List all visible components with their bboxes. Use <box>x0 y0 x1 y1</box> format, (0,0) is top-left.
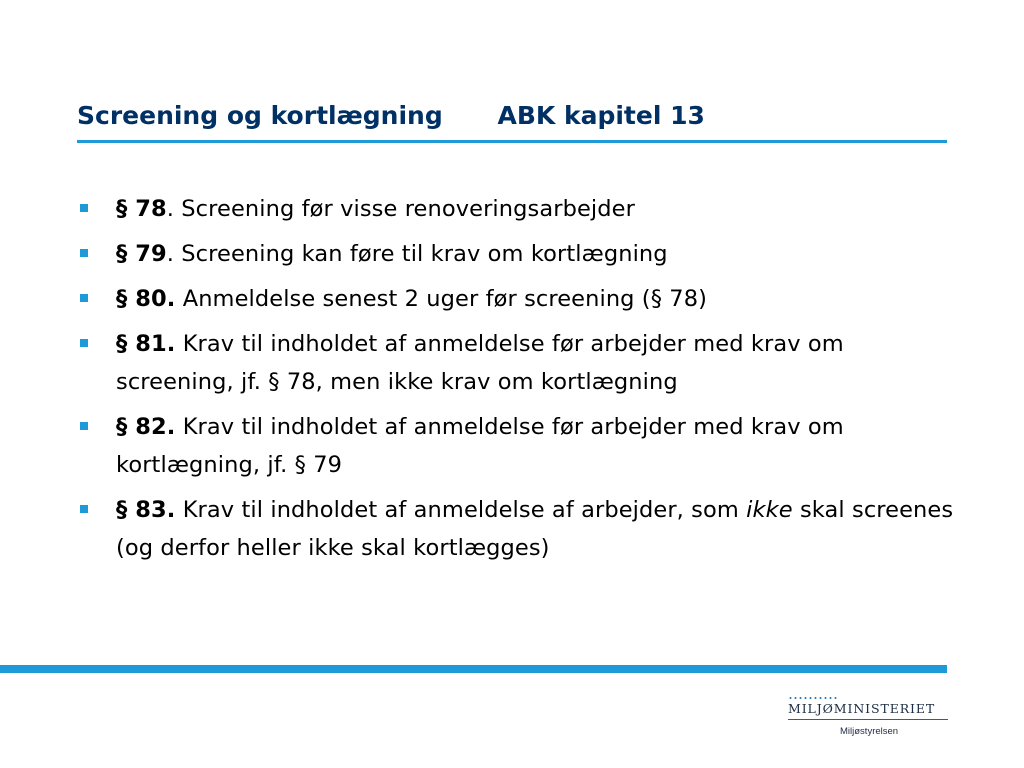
paragraph-ref: § 79 <box>116 241 167 267</box>
logo-agency-name: Miljøstyrelsen <box>840 726 899 737</box>
bullet-list <box>77 190 957 574</box>
bullet-text: Krav til indholdet af anmeldelse før arbejder med krav om kortlægning, jf. § 79 <box>116 414 844 478</box>
bullet-item <box>77 325 957 401</box>
footer-accent-bar <box>0 665 947 673</box>
bullet-text: . Screening kan føre til krav om kortlægning <box>166 241 668 267</box>
paragraph-ref: § 80. <box>116 286 176 312</box>
paragraph-ref: § 83. <box>116 497 176 523</box>
bullet-item <box>77 235 957 273</box>
paragraph-ref: § 78 <box>116 196 167 222</box>
slide-title-chapter: ABK kapitel 13 <box>497 101 705 130</box>
title-divider <box>77 140 947 143</box>
bullet-item <box>77 408 957 484</box>
bullet-text: Krav til indholdet af anmeldelse af arbejder, som <box>175 497 747 523</box>
logo-divider <box>788 719 948 720</box>
slide-title <box>77 98 705 134</box>
bullet-text: . Screening før visse renoveringsarbejder <box>166 196 635 222</box>
bullet-text: skal screenes (og derfor heller ikke skal kortlægges) <box>116 497 954 561</box>
logo-ministry-name: MILJØMINISTERIET <box>788 701 936 716</box>
square-bullet-icon <box>80 422 88 430</box>
slide-title-main: Screening og kortlægning <box>77 101 443 130</box>
bullet-item <box>77 280 957 318</box>
paragraph-ref: § 82. <box>116 414 176 440</box>
square-bullet-icon <box>80 204 88 212</box>
ministry-logo <box>788 697 950 741</box>
bullet-text: Krav til indholdet af anmeldelse før arbejder med krav om screening, jf. § 78, men ikke krav om kortlægning <box>116 331 844 395</box>
square-bullet-icon <box>80 339 88 347</box>
bullet-emphasis: ikke <box>746 497 793 523</box>
square-bullet-icon <box>80 505 88 513</box>
bullet-item <box>77 491 957 567</box>
logo-dots-icon <box>788 697 838 699</box>
paragraph-ref: § 81. <box>116 331 176 357</box>
square-bullet-icon <box>80 294 88 302</box>
bullet-text: Anmeldelse senest 2 uger før screening (§ 78) <box>175 286 708 312</box>
square-bullet-icon <box>80 249 88 257</box>
bullet-item <box>77 190 957 228</box>
